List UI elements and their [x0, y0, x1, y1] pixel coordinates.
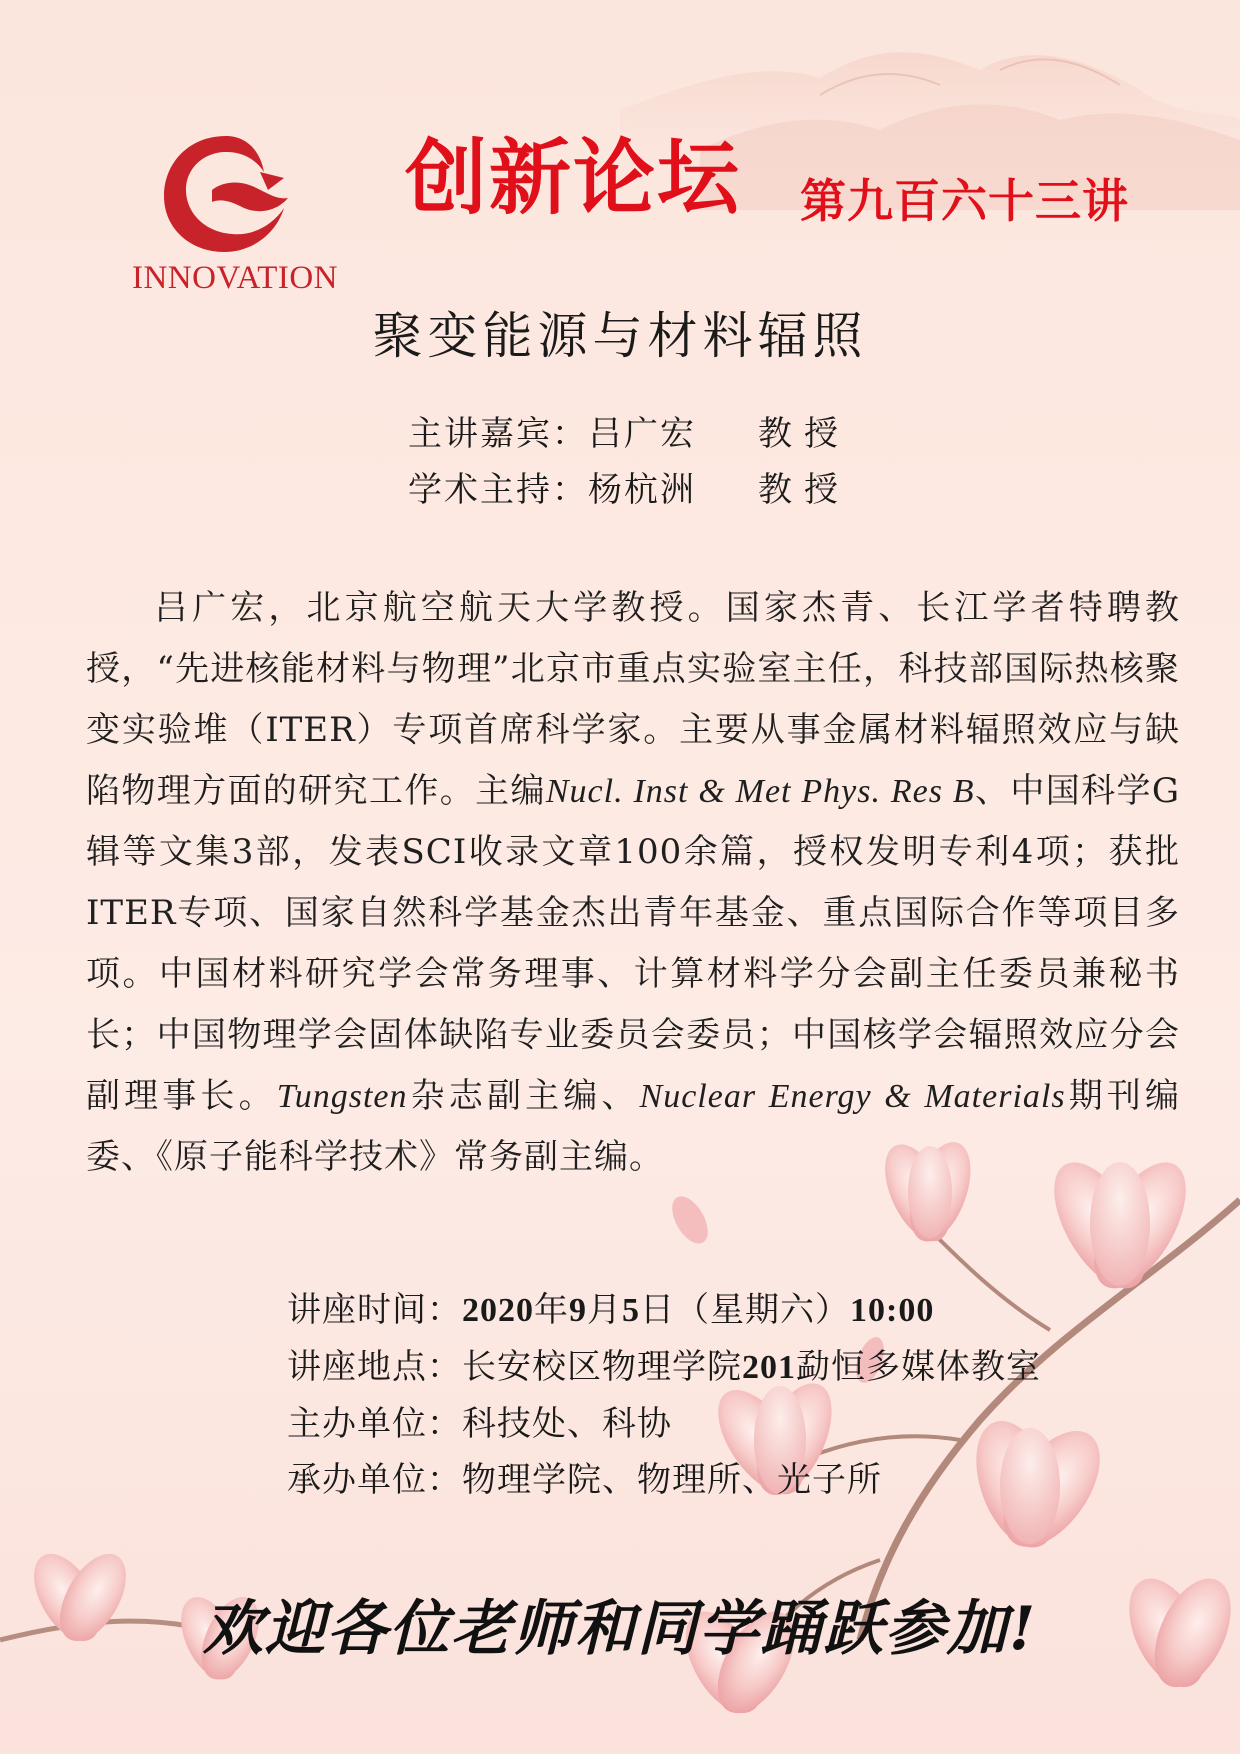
time-day-char: 日（星期六） — [640, 1290, 850, 1330]
event-info — [287, 1282, 1041, 1508]
speaker-name: 吕广宏 — [588, 414, 696, 454]
forum-title: 创新论坛 — [405, 131, 742, 226]
bio-text-3: 杂志副主编、 — [407, 1076, 640, 1116]
organizer-row — [287, 1396, 1041, 1452]
event-place-row — [287, 1339, 1041, 1396]
place-room-number: 201 — [742, 1349, 796, 1386]
speaker-row — [408, 406, 850, 462]
time-year: 2020 — [462, 1292, 534, 1329]
place-campus: 长安校区物理学院 — [462, 1347, 742, 1387]
speaker-title: 教授 — [758, 414, 850, 454]
journal-name-3: Nuclear Energy & Materials — [639, 1078, 1066, 1115]
time-label: 讲座时间： — [287, 1290, 462, 1330]
organizer-label: 主办单位： — [287, 1404, 462, 1444]
bio-text-2: 、中国科学G辑等文集3部，发表SCI收录文章100余篇，授权发明专利4项；获批ITER专项、国家自然科学基金杰出青年基金、重点国际合作等项目多项。中国材料研究学会常务理事、计算材料学分会副主任委员兼秘书长；中国物理学会固体缺陷专业委员会委员；中国核学会辐照效应分会副理事长。 — [86, 771, 1180, 1116]
time-day: 5 — [622, 1292, 640, 1329]
talk-title: 聚变能源与材料辐照 — [372, 307, 868, 365]
speaker-label: 主讲嘉宾： — [408, 414, 588, 454]
lecture-number: 第九百六十三讲 — [800, 174, 1129, 228]
organizer-value: 科技处、科协 — [462, 1404, 672, 1444]
innovation-logo — [120, 128, 350, 308]
time-month: 9 — [569, 1292, 587, 1329]
host-name: 杨杭洲 — [588, 470, 696, 510]
host-row — [408, 462, 850, 518]
co-organizer-label: 承办单位： — [287, 1460, 462, 1500]
speaker-host-block — [408, 406, 850, 518]
bio-text-4: 期刊编委、《原子能科学技术》常务副主编。 — [86, 1076, 1181, 1177]
place-label: 讲座地点： — [287, 1347, 462, 1387]
co-organizer-row — [287, 1452, 1041, 1508]
time-clock: 10:00 — [850, 1292, 935, 1329]
place-room-name: 勐恒多媒体教室 — [796, 1347, 1041, 1387]
bio-text-1: 吕广宏，北京航空航天大学教授。国家杰青、长江学者特聘教授，“先进核能材料与物理”北京市重点实验室主任，科技部国际热核聚变实验堆（ITER）专项首席科学家。主要从事金属材料辐照效应与缺陷物理方面的研究工作。主编 — [86, 588, 1180, 811]
event-time-row — [287, 1282, 1041, 1339]
co-organizer-value: 物理学院、物理所、光子所 — [462, 1460, 882, 1500]
innovation-logo-icon — [156, 128, 296, 258]
welcome-message: 欢迎各位老师和同学踊跃参加! — [202, 1594, 1038, 1664]
speaker-bio — [86, 578, 1180, 1188]
time-month-char: 月 — [587, 1290, 622, 1330]
host-title: 教授 — [758, 470, 850, 510]
journal-name-2: Tungsten — [276, 1078, 408, 1115]
journal-name-1: Nucl. Inst & Met Phys. Res B — [545, 773, 975, 810]
host-label: 学术主持： — [408, 470, 588, 510]
time-year-char: 年 — [534, 1290, 569, 1330]
logo-wordmark: INNOVATION — [131, 260, 339, 296]
